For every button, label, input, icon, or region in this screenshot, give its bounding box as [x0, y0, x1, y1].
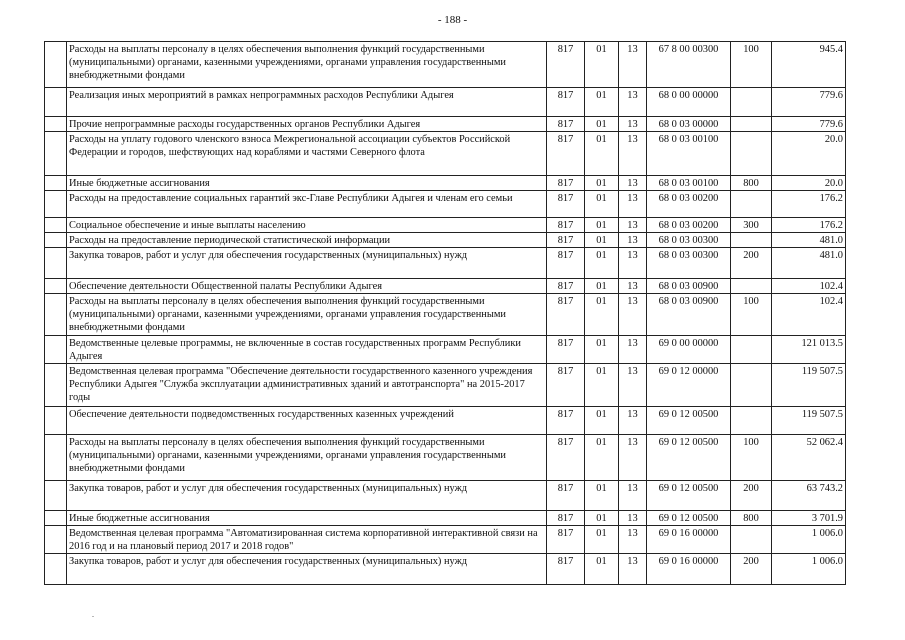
row-amount: 119 507.5	[772, 407, 846, 435]
row-description: Закупка товаров, работ и услуг для обеспечения государственных (муниципальных) нужд	[67, 554, 547, 585]
row-subsection: 13	[619, 526, 647, 554]
row-target-code: 68 0 03 00900	[647, 279, 731, 294]
row-expense-type: 300	[731, 218, 772, 233]
row-amount: 20.0	[772, 176, 846, 191]
row-target-code: 68 0 03 00100	[647, 176, 731, 191]
row-subsection: 13	[619, 435, 647, 481]
row-expense-type: 200	[731, 481, 772, 511]
row-target-code: 69 0 16 00000	[647, 526, 731, 554]
row-description: Закупка товаров, работ и услуг для обеспечения государственных (муниципальных) нужд	[67, 248, 547, 279]
row-section: 01	[585, 526, 619, 554]
row-description: Ведомственные целевые программы, не включенные в состав государственных программ Республики Адыгея	[67, 336, 547, 364]
row-description: Социальное обеспечение и иные выплаты населению	[67, 218, 547, 233]
row-expense-type: 200	[731, 554, 772, 585]
row-section: 01	[585, 294, 619, 336]
row-admin-code: 817	[547, 218, 585, 233]
row-expense-type	[731, 191, 772, 218]
row-subsection: 13	[619, 233, 647, 248]
row-expense-type: 800	[731, 511, 772, 526]
row-amount: 779.6	[772, 117, 846, 132]
table-row	[45, 248, 846, 279]
row-admin-code: 817	[547, 248, 585, 279]
row-target-code: 68 0 03 00200	[647, 218, 731, 233]
row-amount: 945.4	[772, 42, 846, 88]
row-expense-type	[731, 117, 772, 132]
row-admin-code: 817	[547, 88, 585, 117]
table-row	[45, 132, 846, 176]
row-description: Обеспечение деятельности Общественной палаты Республики Адыгея	[67, 279, 547, 294]
row-expense-type	[731, 364, 772, 407]
row-admin-code: 817	[547, 279, 585, 294]
row-target-code: 69 0 12 00500	[647, 435, 731, 481]
row-margin-cell	[45, 294, 67, 336]
row-section: 01	[585, 191, 619, 218]
table-row	[45, 526, 846, 554]
row-section: 01	[585, 218, 619, 233]
row-amount: 1 006.0	[772, 554, 846, 585]
table-row	[45, 407, 846, 435]
row-subsection: 13	[619, 176, 647, 191]
row-section: 01	[585, 435, 619, 481]
row-subsection: 13	[619, 407, 647, 435]
row-subsection: 13	[619, 218, 647, 233]
row-target-code: 69 0 00 00000	[647, 336, 731, 364]
row-admin-code: 817	[547, 481, 585, 511]
row-subsection: 13	[619, 364, 647, 407]
table-row	[45, 511, 846, 526]
table-row	[45, 233, 846, 248]
row-description: Расходы на уплату годового членского взноса Межрегиональной ассоциации субъектов Российской Федерации и городов, шефствующих над кораблями и частями Северного флота	[67, 132, 547, 176]
row-description: Реализация иных мероприятий в рамках непрограммных расходов Республики Адыгея	[67, 88, 547, 117]
row-expense-type	[731, 336, 772, 364]
row-section: 01	[585, 336, 619, 364]
row-section: 01	[585, 364, 619, 407]
row-expense-type: 100	[731, 435, 772, 481]
row-admin-code: 817	[547, 364, 585, 407]
page-number: - 188 -	[437, 14, 468, 26]
row-target-code: 68 0 03 00300	[647, 248, 731, 279]
table-row	[45, 88, 846, 117]
row-margin-cell	[45, 279, 67, 294]
row-target-code: 67 8 00 00300	[647, 42, 731, 88]
row-description: Иные бюджетные ассигнования	[67, 176, 547, 191]
row-subsection: 13	[619, 191, 647, 218]
row-margin-cell	[45, 336, 67, 364]
row-expense-type: 100	[731, 42, 772, 88]
row-subsection: 13	[619, 481, 647, 511]
row-target-code: 68 0 03 00200	[647, 191, 731, 218]
row-margin-cell	[45, 42, 67, 88]
row-expense-type	[731, 88, 772, 117]
table-row	[45, 218, 846, 233]
table-row	[45, 554, 846, 585]
row-margin-cell	[45, 554, 67, 585]
row-amount: 481.0	[772, 248, 846, 279]
row-section: 01	[585, 511, 619, 526]
row-subsection: 13	[619, 88, 647, 117]
row-margin-cell	[45, 526, 67, 554]
row-expense-type: 100	[731, 294, 772, 336]
row-description: Расходы на выплаты персоналу в целях обеспечения выполнения функций государственными (муниципальными) органами, казенными учреждениями, органами управления государственными внебюджетными фондами	[67, 42, 547, 88]
row-section: 01	[585, 117, 619, 132]
row-section: 01	[585, 132, 619, 176]
row-subsection: 13	[619, 554, 647, 585]
row-amount: 3 701.9	[772, 511, 846, 526]
row-margin-cell	[45, 511, 67, 526]
row-description: Прочие непрограммные расходы государственных органов Республики Адыгея	[67, 117, 547, 132]
table-row	[45, 42, 846, 88]
row-admin-code: 817	[547, 233, 585, 248]
row-expense-type	[731, 526, 772, 554]
row-section: 01	[585, 554, 619, 585]
row-description: Расходы на предоставление периодической статистической информации	[67, 233, 547, 248]
budget-table	[44, 41, 846, 585]
row-amount: 176.2	[772, 218, 846, 233]
scan-mark: .	[92, 610, 94, 619]
row-margin-cell	[45, 88, 67, 117]
row-subsection: 13	[619, 336, 647, 364]
row-subsection: 13	[619, 511, 647, 526]
row-amount: 119 507.5	[772, 364, 846, 407]
row-section: 01	[585, 248, 619, 279]
row-margin-cell	[45, 218, 67, 233]
row-target-code: 68 0 00 00000	[647, 88, 731, 117]
row-admin-code: 817	[547, 191, 585, 218]
row-margin-cell	[45, 176, 67, 191]
row-admin-code: 817	[547, 336, 585, 364]
row-section: 01	[585, 233, 619, 248]
row-amount: 176.2	[772, 191, 846, 218]
row-description: Обеспечение деятельности подведомственных государственных казенных учреждений	[67, 407, 547, 435]
row-margin-cell	[45, 132, 67, 176]
budget-table-body	[45, 42, 846, 585]
row-expense-type: 800	[731, 176, 772, 191]
row-subsection: 13	[619, 294, 647, 336]
row-amount: 481.0	[772, 233, 846, 248]
row-target-code: 69 0 12 00500	[647, 511, 731, 526]
row-expense-type	[731, 279, 772, 294]
row-amount: 102.4	[772, 279, 846, 294]
row-section: 01	[585, 407, 619, 435]
row-expense-type	[731, 233, 772, 248]
table-row	[45, 481, 846, 511]
table-row	[45, 279, 846, 294]
row-amount: 20.0	[772, 132, 846, 176]
row-admin-code: 817	[547, 117, 585, 132]
row-amount: 63 743.2	[772, 481, 846, 511]
row-amount: 779.6	[772, 88, 846, 117]
row-description: Расходы на выплаты персоналу в целях обеспечения выполнения функций государственными (муниципальными) органами, казенными учреждениями, органами управления государственными внебюджетными фондами	[67, 294, 547, 336]
row-subsection: 13	[619, 132, 647, 176]
row-admin-code: 817	[547, 176, 585, 191]
row-description: Ведомственная целевая программа "Автоматизированная система корпоративной интерактивной связи на 2016 год и на плановый период 2017 и 2018 годов"	[67, 526, 547, 554]
row-margin-cell	[45, 117, 67, 132]
row-expense-type	[731, 407, 772, 435]
row-admin-code: 817	[547, 435, 585, 481]
row-target-code: 68 0 03 00900	[647, 294, 731, 336]
table-row	[45, 117, 846, 132]
row-description: Расходы на выплаты персоналу в целях обеспечения выполнения функций государственными (муниципальными) органами, казенными учреждениями, органами управления государственными внебюджетными фондами	[67, 435, 547, 481]
row-admin-code: 817	[547, 511, 585, 526]
row-admin-code: 817	[547, 42, 585, 88]
row-admin-code: 817	[547, 294, 585, 336]
row-margin-cell	[45, 407, 67, 435]
row-description: Закупка товаров, работ и услуг для обеспечения государственных (муниципальных) нужд	[67, 481, 547, 511]
table-row	[45, 336, 846, 364]
row-margin-cell	[45, 248, 67, 279]
row-subsection: 13	[619, 248, 647, 279]
row-target-code: 69 0 12 00500	[647, 407, 731, 435]
row-description: Расходы на предоставление социальных гарантий экс-Главе Республики Адыгея и членам его семьи	[67, 191, 547, 218]
row-section: 01	[585, 176, 619, 191]
row-target-code: 69 0 16 00000	[647, 554, 731, 585]
row-amount: 1 006.0	[772, 526, 846, 554]
row-admin-code: 817	[547, 132, 585, 176]
row-description: Ведомственная целевая программа "Обеспечение деятельности государственного казенного учреждения Республики Адыгея "Служба эксплуатации административных зданий и автотранспорта" на 2015-2017 годы	[67, 364, 547, 407]
table-row	[45, 435, 846, 481]
table-row	[45, 176, 846, 191]
row-margin-cell	[45, 191, 67, 218]
row-section: 01	[585, 42, 619, 88]
row-expense-type: 200	[731, 248, 772, 279]
table-row	[45, 191, 846, 218]
row-target-code: 68 0 03 00300	[647, 233, 731, 248]
table-row	[45, 364, 846, 407]
row-section: 01	[585, 279, 619, 294]
row-margin-cell	[45, 435, 67, 481]
row-section: 01	[585, 88, 619, 117]
row-margin-cell	[45, 481, 67, 511]
row-subsection: 13	[619, 117, 647, 132]
row-expense-type	[731, 132, 772, 176]
row-admin-code: 817	[547, 526, 585, 554]
row-description: Иные бюджетные ассигнования	[67, 511, 547, 526]
row-amount: 121 013.5	[772, 336, 846, 364]
row-target-code: 69 0 12 00500	[647, 481, 731, 511]
row-section: 01	[585, 481, 619, 511]
row-amount: 52 062.4	[772, 435, 846, 481]
row-subsection: 13	[619, 42, 647, 88]
row-margin-cell	[45, 233, 67, 248]
row-target-code: 69 0 12 00000	[647, 364, 731, 407]
table-row	[45, 294, 846, 336]
row-target-code: 68 0 03 00000	[647, 117, 731, 132]
row-subsection: 13	[619, 279, 647, 294]
row-target-code: 68 0 03 00100	[647, 132, 731, 176]
row-amount: 102.4	[772, 294, 846, 336]
row-admin-code: 817	[547, 407, 585, 435]
row-margin-cell	[45, 364, 67, 407]
row-admin-code: 817	[547, 554, 585, 585]
